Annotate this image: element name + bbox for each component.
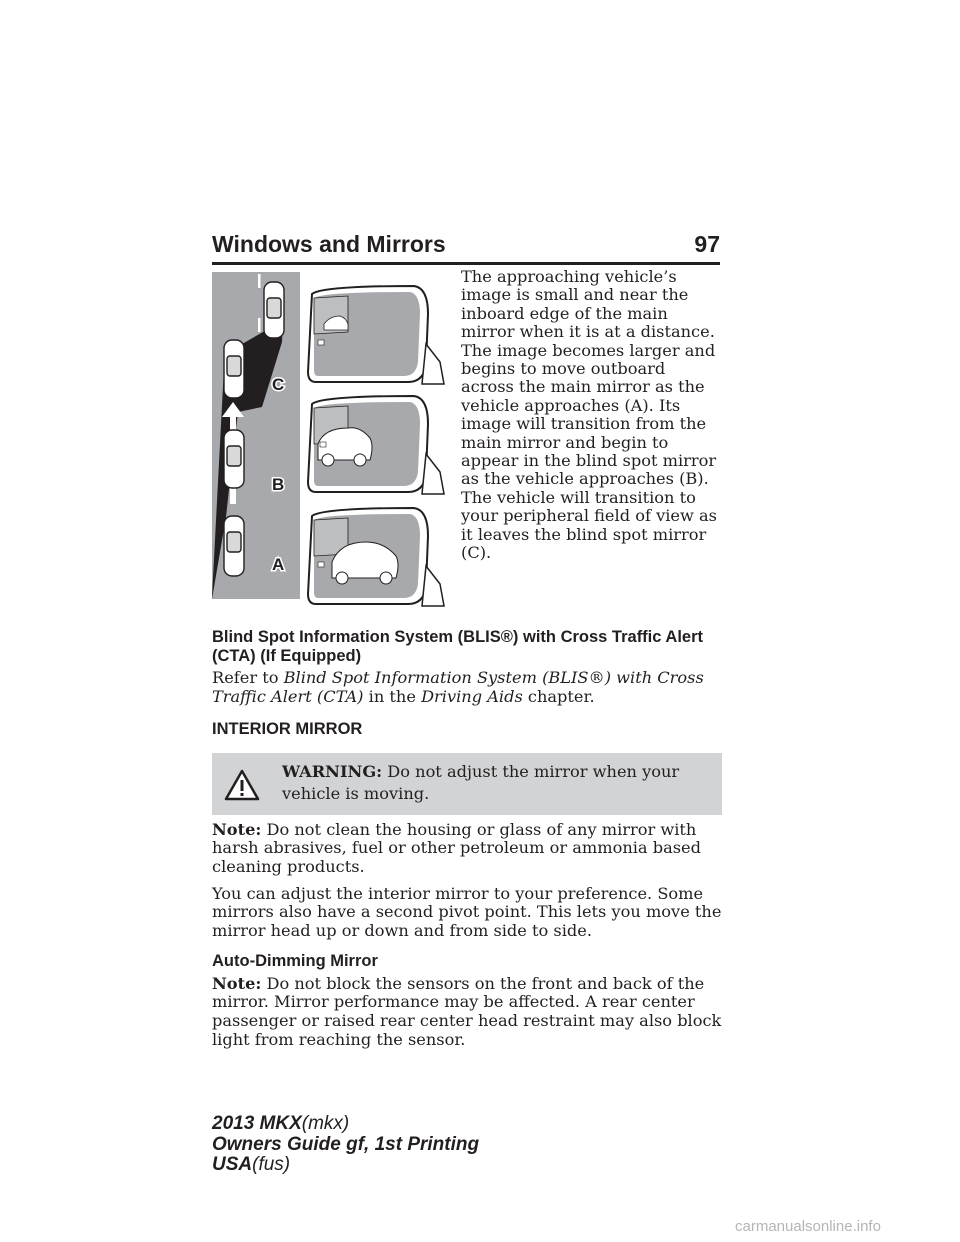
side-mirror-a xyxy=(308,508,444,606)
footer-region: USA xyxy=(212,1154,253,1175)
car-icon xyxy=(224,430,244,488)
refer-prefix: Refer to xyxy=(212,668,284,687)
section-title: Windows and Mirrors xyxy=(212,231,446,257)
note-label: Note: xyxy=(212,973,262,993)
blind-spot-mirror-illustration xyxy=(212,272,452,608)
footer-model: 2013 MKX xyxy=(212,1113,302,1134)
position-label-c: C xyxy=(272,375,285,394)
note-text: Do not clean the housing or glass of any mirror with harsh abrasives, fuel or other petroleum or ammonia based cleaning products. xyxy=(212,819,701,876)
header-divider xyxy=(212,262,720,265)
position-label-b: B xyxy=(272,475,285,494)
sensor-note xyxy=(212,975,722,1049)
car-icon xyxy=(264,282,284,338)
adjust-paragraph: You can adjust the interior mirror to your preference. Some mirrors also have a second pivot point. This lets you move the mirror head up or down and from side to side. xyxy=(212,883,722,940)
blis-heading: Blind Spot Information System (BLIS®) with Cross Traffic Alert (CTA) (If Equipped) xyxy=(212,628,704,665)
page-header xyxy=(212,231,720,258)
footer-guide-line xyxy=(212,1135,512,1156)
footer-region-code: (fus) xyxy=(252,1154,291,1175)
refer-middle: in the xyxy=(363,686,422,706)
note-text: Do not block the sensors on the front and back of the mirror. Mirror performance may be affected. A rear center passenger or raised rear center head restraint may also block light from reaching the sensor. xyxy=(212,973,722,1049)
figure-paragraph: The approaching vehicle’s image is small and near the inboard edge of the main mirror when it is at a distance. The image becomes larger and begins to move outboard across the main mirror as the vehicle approaches (A). Its image will transition from the main mirror and begin to appear in the blind spot mirror as the vehicle approaches (B). The vehicle will transition to your peripheral field of view as it leaves the blind spot mirror (C). xyxy=(461,267,717,563)
page-number: 97 xyxy=(694,231,720,257)
warning-label: WARNING: xyxy=(282,761,383,781)
refer-suffix: chapter. xyxy=(522,686,595,706)
note-label: Note: xyxy=(212,819,262,839)
warning-box xyxy=(212,753,722,815)
warning-triangle-icon xyxy=(224,769,260,801)
auto-dimming-heading: Auto-Dimming Mirror xyxy=(212,952,378,971)
warning-message: Do not adjust the mirror when your vehicle is moving. xyxy=(282,761,680,803)
warning-text xyxy=(272,761,716,805)
blis-reference-link: Blind Spot Information System (BLIS®) with Cross Traffic Alert (CTA) xyxy=(212,668,704,706)
blis-reference xyxy=(212,669,722,706)
interior-mirror-heading: INTERIOR MIRROR xyxy=(212,720,363,739)
main-content xyxy=(212,628,722,1057)
footer-model-line xyxy=(212,1114,512,1135)
footer-guide: Owners Guide gf, 1st Printing xyxy=(212,1133,480,1155)
side-mirror-b xyxy=(308,396,444,494)
footer-region-line xyxy=(212,1155,512,1176)
page-footer xyxy=(212,1114,512,1176)
car-icon xyxy=(224,340,244,398)
chapter-reference: Driving Aids xyxy=(421,686,523,706)
footer-model-code: (mkx) xyxy=(301,1113,350,1134)
car-icon xyxy=(224,516,244,576)
cleaning-note xyxy=(212,821,722,877)
position-label-a: A xyxy=(272,555,285,574)
watermark: carmanualsonline.info xyxy=(735,1218,881,1235)
figure-description xyxy=(461,268,723,563)
side-mirror-c xyxy=(308,286,444,384)
